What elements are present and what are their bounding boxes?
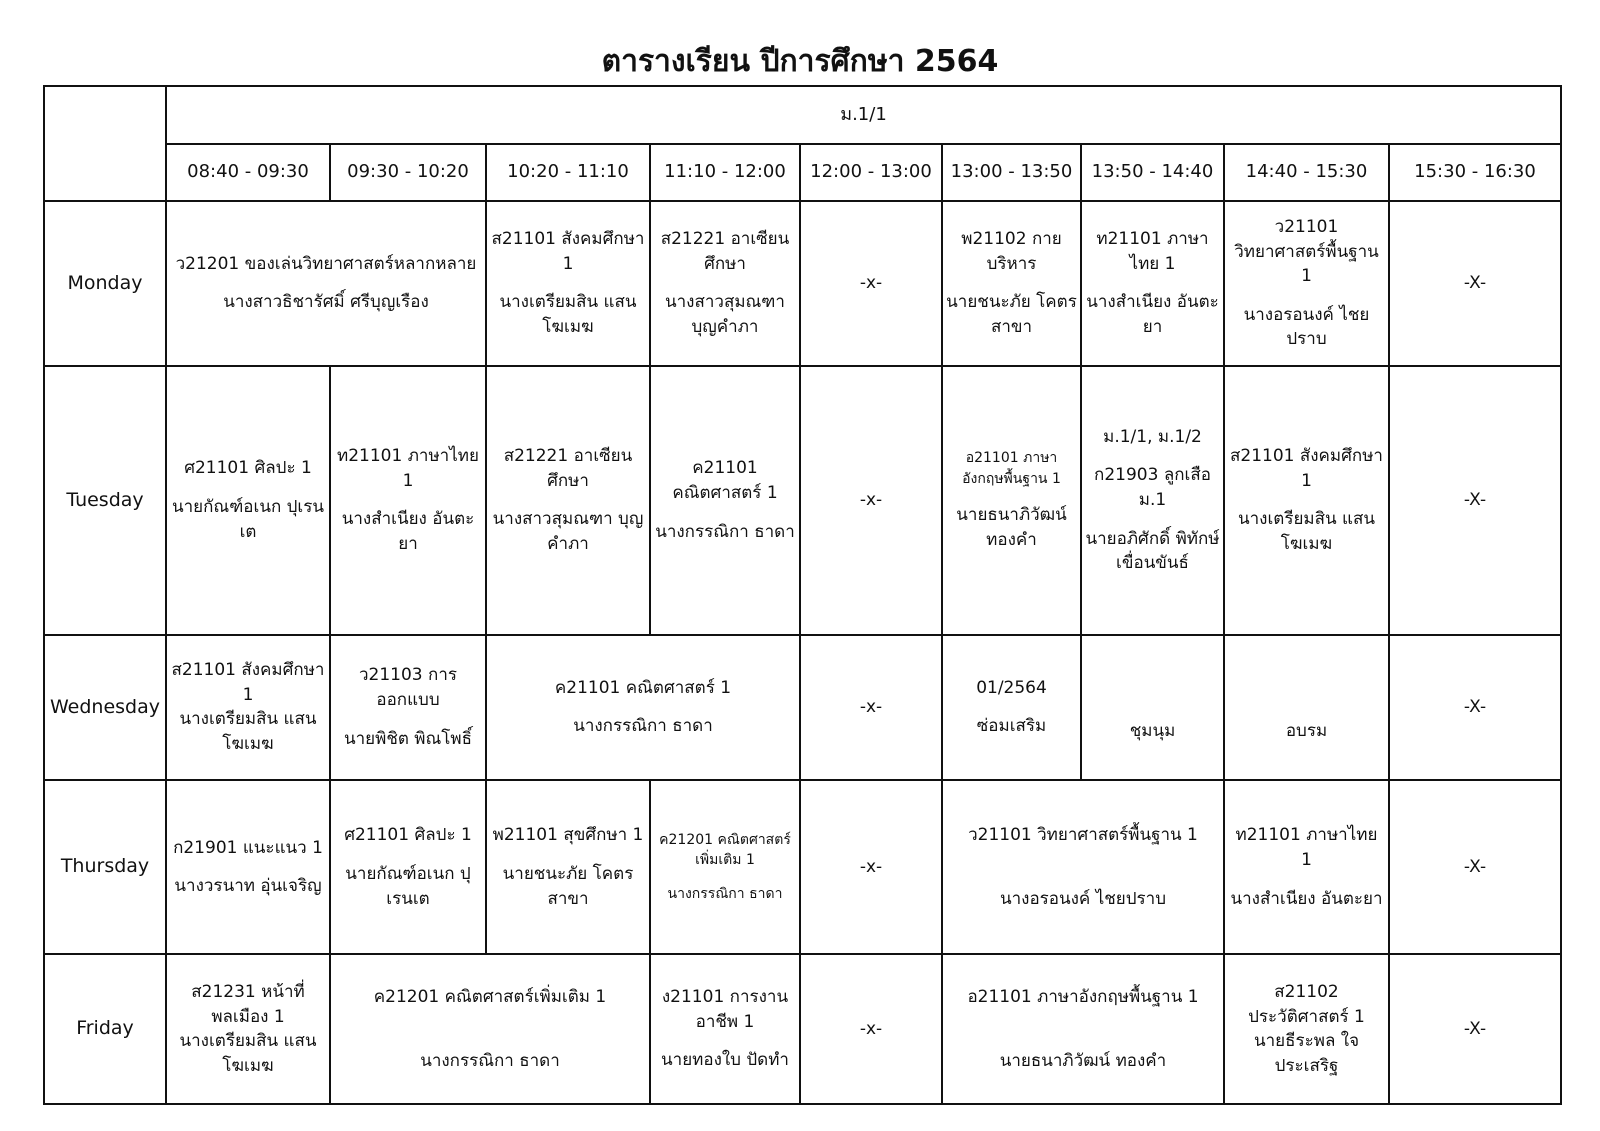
activity-name: ชุมนุม (1129, 721, 1176, 742)
subject-name: ศ21101 ศิลปะ 1 (344, 825, 472, 846)
lunch-break-cell: -x- (800, 366, 942, 635)
lesson-cell (1224, 201, 1389, 366)
subject-name: ว21201 ของเล่นวิทยาศาสตร์หลากหลาย (175, 253, 477, 274)
lesson-cell (942, 366, 1081, 635)
subject-name: ท21101 ภาษาไทย 1 (1096, 229, 1209, 274)
period-header: 09:30 - 10:20 (330, 144, 486, 201)
day-label-wednesday: Wednesday (44, 635, 166, 781)
empty-period-cell: -X- (1389, 201, 1561, 366)
teacher-name: นางเตรียมสิน แสนโฆเมฆ (499, 292, 637, 338)
lesson-cell (650, 201, 800, 366)
activity-cell (1224, 635, 1389, 781)
lesson-cell (330, 780, 486, 954)
teacher-name: นายทองใบ ปัดทำ (661, 1050, 789, 1071)
teacher-name: นายอภิศักดิ์ พิทักษ์เขื่อนขันธ์ (1085, 528, 1220, 574)
period-header: 11:10 - 12:00 (650, 144, 800, 201)
lesson-cell (942, 201, 1081, 366)
teacher-name: นางกรรณิกา ธาดา (655, 521, 795, 542)
activity-cell (1081, 635, 1224, 781)
subject-name: ส21221 อาเซียนศึกษา (660, 229, 790, 274)
day-label-tuesday: Tuesday (44, 366, 166, 635)
teacher-name: นายธนาภิวัฒน์ ทองคำ (956, 504, 1067, 550)
teacher-name: นางวรนาท อุ่นเจริญ (174, 876, 322, 897)
empty-period-cell: -X- (1389, 366, 1561, 635)
lunch-break-cell: -x- (800, 201, 942, 366)
lesson-cell (650, 954, 800, 1104)
teacher-name: นางสำเนียง อันตะยา (341, 509, 475, 554)
activity-code: 01/2564 (976, 677, 1047, 698)
teacher-name: นายกัณฑ์อเนก ปุเรนเต (172, 496, 324, 542)
subject-name: ว21101 วิทยาศาสตร์พื้นฐาน 1 (1234, 216, 1379, 287)
lesson-cell (486, 780, 650, 954)
subject-name: ท21101 ภาษาไทย 1 (1235, 825, 1378, 870)
timetable (43, 85, 1562, 1105)
teacher-name: นางเตรียมสิน แสนโฆเมฆ (1238, 509, 1375, 554)
teacher-name: นายพิชิต พิณโพธิ์ (343, 728, 472, 749)
empty-period-cell: -X- (1389, 635, 1561, 781)
empty-period-cell: -X- (1389, 954, 1561, 1104)
subject-name: พ21102 กายบริหาร (961, 229, 1062, 274)
subject-name: ง21101 การงานอาชีพ 1 (661, 987, 789, 1032)
teacher-name: นางสาวสุมณฑา บุญคำภา (492, 509, 644, 554)
lesson-cell (330, 366, 486, 635)
lesson-cell (650, 780, 800, 954)
lesson-cell (330, 635, 486, 781)
lesson-cell (650, 366, 800, 635)
subject-name: ค21201 คณิตศาสตร์เพิ่มเติม 1 (659, 831, 791, 869)
teacher-name: นางสาวสุมณฑา บุญคำภา (665, 292, 785, 338)
activity-cell (942, 635, 1081, 781)
teacher-name: นางเตรียมสิน แสนโฆเมฆ (179, 709, 317, 755)
period-header: 08:40 - 09:30 (166, 144, 330, 201)
lesson-cell (942, 954, 1224, 1104)
teacher-name: นางกรรณิกา ธาดา (667, 886, 783, 903)
teacher-name: นายธีระพล ใจประเสริฐ (1253, 1031, 1360, 1076)
teacher-name: นายชนะภัย โคตรสาขา (946, 292, 1077, 338)
subject-name: ว21103 การออกแบบ (359, 665, 457, 711)
lesson-cell (1081, 366, 1224, 635)
lesson-cell (486, 366, 650, 635)
subject-name: ค21201 คณิตศาสตร์เพิ่มเติม 1 (373, 986, 607, 1007)
subject-name: อ21101 ภาษาอังกฤษพื้นฐาน 1 (967, 986, 1199, 1007)
page-title: ตารางเรียน ปีการศึกษา 2564 (601, 44, 999, 79)
lesson-cell (166, 366, 330, 635)
lesson-cell (166, 635, 330, 781)
lesson-cell (942, 780, 1224, 954)
subject-name: ก21901 แนะแนว 1 (173, 837, 323, 858)
subject-name: ส21101 สังคมศึกษา 1 (171, 660, 325, 705)
lesson-cell (1224, 366, 1389, 635)
subject-name: ค21101 คณิตศาสตร์ 1 (554, 677, 732, 698)
activity-name: อบรม (1285, 721, 1328, 742)
subject-name: ว21101 วิทยาศาสตร์พื้นฐาน 1 (968, 824, 1198, 845)
teacher-name: นางกรรณิกา ธาดา (420, 1051, 560, 1072)
subject-name: ส21102 ประวัติศาสตร์ 1 (1248, 981, 1365, 1027)
activity-name: ซ่อมเสริม (976, 716, 1047, 737)
teacher-name: นายกัณฑ์อเนก ปุเรนเต (345, 863, 471, 909)
lesson-cell (330, 954, 650, 1104)
teacher-name: นางอรอนงค์ ไชยปราบ (999, 889, 1167, 910)
period-header: 13:50 - 14:40 (1081, 144, 1224, 201)
day-label-thursday: Thursday (44, 780, 166, 954)
lunch-break-cell: -x- (800, 635, 942, 781)
lunch-break-cell: -x- (800, 780, 942, 954)
lesson-cell (166, 954, 330, 1104)
period-header: 12:00 - 13:00 (800, 144, 942, 201)
teacher-name: นางเตรียมสิน แสนโฆเมฆ (179, 1031, 317, 1076)
day-label-monday: Monday (44, 201, 166, 366)
subject-name: อ21101 ภาษาอังกฤษพื้นฐาน 1 (962, 450, 1061, 487)
subject-name: ส21101 สังคมศึกษา 1 (1230, 446, 1383, 491)
corner-cell (44, 86, 166, 201)
subject-name: ศ21101 ศิลปะ 1 (184, 458, 312, 479)
lesson-cell (166, 201, 486, 366)
subject-name: ส21221 อาเซียนศึกษา (503, 446, 633, 491)
empty-period-cell: -X- (1389, 780, 1561, 954)
subject-name: ก21903 ลูกเสือ ม.1 (1094, 465, 1211, 510)
class-name-header: ม.1/1 (166, 86, 1561, 144)
day-label-friday: Friday (44, 954, 166, 1104)
lunch-break-cell: -x- (800, 954, 942, 1104)
period-header: 15:30 - 16:30 (1389, 144, 1561, 201)
teacher-name: นายธนาภิวัฒน์ ทองคำ (999, 1051, 1167, 1072)
lesson-cell (486, 635, 800, 781)
teacher-name: นางกรรณิกา ธาดา (573, 716, 713, 737)
period-header: 13:00 - 13:50 (942, 144, 1081, 201)
lesson-cell (166, 780, 330, 954)
subject-name: ค21101 คณิตศาสตร์ 1 (672, 458, 778, 503)
teacher-name: นางสาวธิชารัศมิ์ ศรีบุญเรือง (223, 292, 429, 313)
teacher-name: นางอรอนงค์ ไชยปราบ (1243, 304, 1370, 350)
lesson-cell (1081, 201, 1224, 366)
subject-name: ท21101 ภาษาไทย 1 (337, 446, 479, 491)
period-header: 10:20 - 11:10 (486, 144, 650, 201)
lesson-cell (486, 201, 650, 366)
teacher-name: นายชนะภัย โคตรสาขา (502, 863, 634, 909)
class-group-note: ม.1/1, ม.1/2 (1103, 426, 1202, 447)
subject-name: ส21101 สังคมศึกษา 1 (491, 229, 645, 274)
lesson-cell (1224, 954, 1389, 1104)
teacher-name: นางสำเนียง อันตะยา (1086, 292, 1219, 338)
lesson-cell (1224, 780, 1389, 954)
period-header: 14:40 - 15:30 (1224, 144, 1389, 201)
subject-name: ส21231 หน้าที่พลเมือง 1 (191, 981, 305, 1027)
teacher-name: นางสำเนียง อันตะยา (1230, 888, 1383, 909)
subject-name: พ21101 สุขศึกษา 1 (492, 825, 644, 846)
